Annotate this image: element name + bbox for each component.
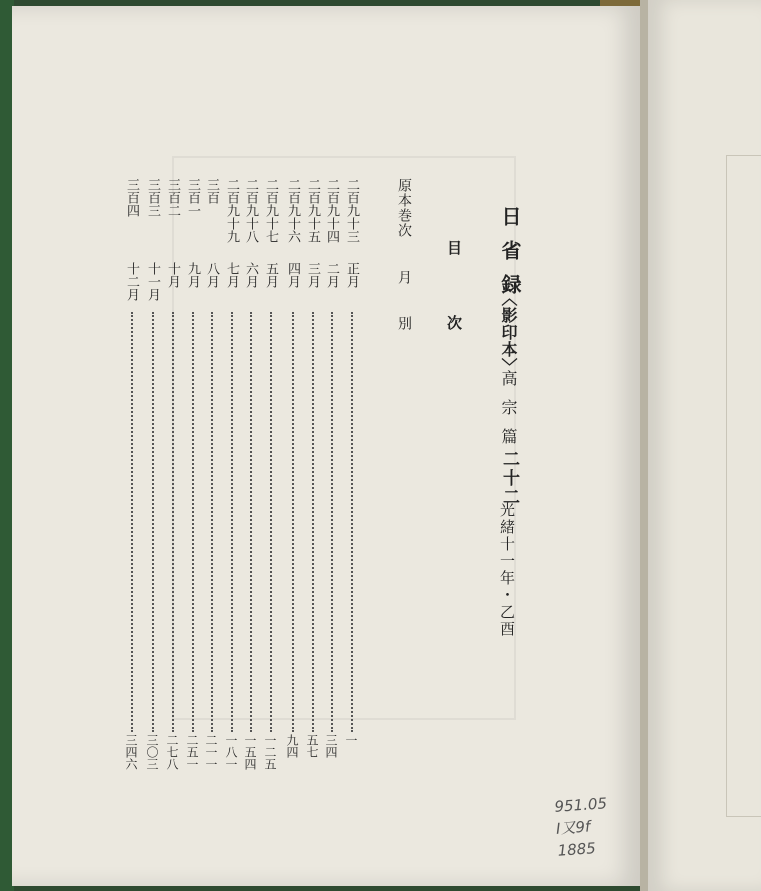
toc-entry-month: 五月	[263, 262, 278, 288]
toc-entry-leader	[312, 312, 318, 732]
toc-entry-month: 二月	[324, 262, 339, 288]
toc-entry-volume: 二百九十七	[263, 178, 278, 243]
volume-number: 二十二	[499, 450, 519, 507]
toc-entry-volume: 二百九十五	[305, 178, 320, 243]
toc-entry-page: 一八一	[224, 734, 238, 770]
toc-entry-month: 九月	[185, 262, 200, 288]
toc-entry-page: 三〇三	[145, 734, 159, 770]
toc-entry-leader	[172, 312, 178, 732]
handwritten-line: I又9f	[555, 817, 591, 838]
handwritten-line: 951.05	[553, 794, 608, 816]
edition-label: 〈影印本〉	[499, 290, 518, 375]
toc-entry-volume: 三百二	[165, 178, 180, 217]
toc-entry-month: 八月	[204, 262, 219, 288]
toc-entry-volume: 三百一	[185, 178, 200, 217]
column-header-month: 月別	[396, 270, 412, 330]
toc-entry-month: 十月	[165, 262, 180, 288]
toc-entry-volume: 二百九十四	[324, 178, 339, 243]
toc-heading: 目次	[445, 240, 463, 330]
toc-entry-leader	[231, 312, 237, 732]
toc-entry-volume: 三百	[204, 178, 219, 204]
toc-entry-page: 五七	[305, 734, 319, 758]
book-title: 日省録	[498, 206, 522, 308]
toc-entry-leader	[131, 312, 137, 732]
toc-entry-leader	[292, 312, 298, 732]
toc-entry-leader	[152, 312, 158, 732]
toc-entry-leader	[250, 312, 256, 732]
toc-entry-page: 二一一	[204, 734, 218, 770]
toc-entry-page: 三四六	[124, 734, 138, 770]
toc-entry-volume: 二百九十六	[285, 178, 300, 243]
toc-entry-page: 一	[344, 734, 358, 746]
period-label: 光緒十一年・乙酉	[498, 502, 516, 638]
toc-entry-leader	[331, 312, 337, 732]
toc-entry-page: 三四	[324, 734, 338, 758]
toc-entry-month: 四月	[285, 262, 300, 288]
toc-entry-volume: 二百九十三	[344, 178, 359, 243]
toc-entry-month: 六月	[243, 262, 258, 288]
handwritten-line: 1885	[556, 839, 597, 860]
right-page	[648, 0, 761, 891]
toc-entry-volume: 二百九十九	[224, 178, 239, 243]
toc-entry-page: 二五一	[185, 734, 199, 770]
toc-entry-leader	[192, 312, 198, 732]
toc-entry-month: 十一月	[145, 262, 160, 301]
book-gutter	[640, 0, 648, 891]
toc-entry-month: 三月	[305, 262, 320, 288]
toc-entry-month: 正月	[344, 262, 359, 288]
toc-entry-page: 九四	[285, 734, 299, 758]
handwritten-call-number	[554, 792, 611, 862]
toc-entry-leader	[211, 312, 217, 732]
volume-label: 高宗篇	[499, 370, 518, 457]
toc-entry-page: 一二五	[263, 734, 277, 770]
toc-entry-page: 二七八	[165, 734, 179, 770]
toc-entry-leader	[351, 312, 357, 732]
toc-entry-leader	[270, 312, 276, 732]
toc-entry-page: 一五四	[243, 734, 257, 770]
toc-entry-volume: 三百四	[124, 178, 139, 217]
column-header-volume: 原本巻次	[396, 178, 412, 238]
toc-entry-month: 十二月	[124, 262, 139, 301]
toc-entry-month: 七月	[224, 262, 239, 288]
toc-entry-volume: 三百三	[145, 178, 160, 217]
right-page-frame	[726, 155, 761, 817]
toc-entry-volume: 二百九十八	[243, 178, 258, 243]
